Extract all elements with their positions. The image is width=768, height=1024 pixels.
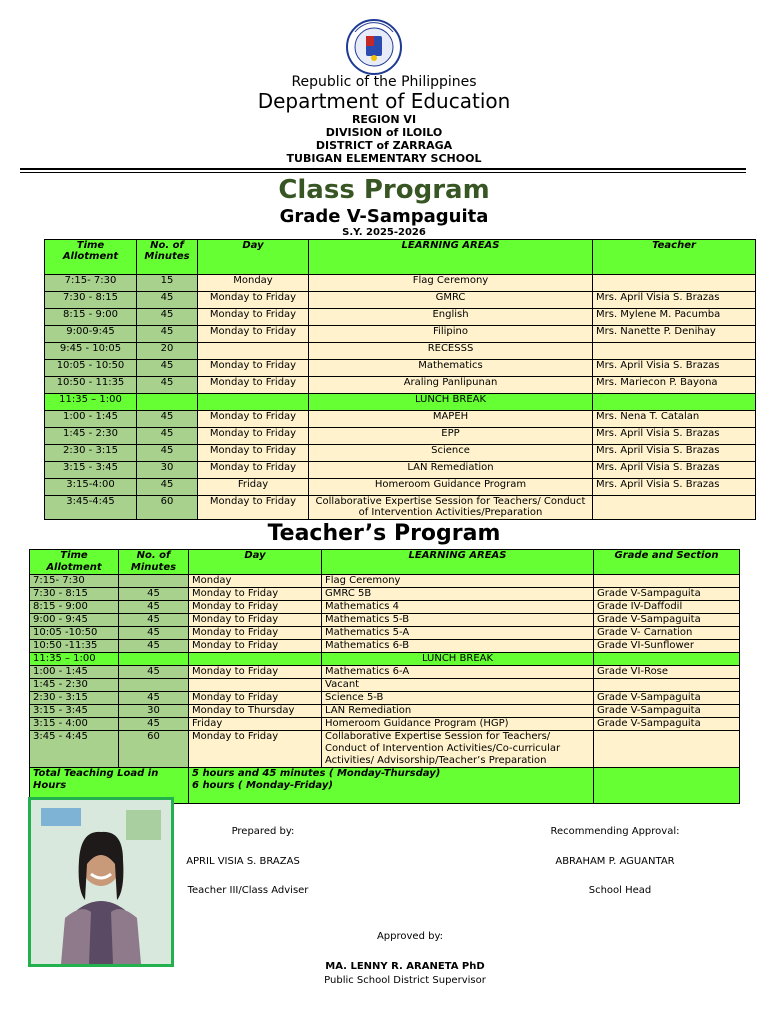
day-cell: Monday to Friday — [198, 462, 309, 479]
minutes-cell: 45 — [119, 627, 189, 640]
day-cell: Monday to Friday — [198, 309, 309, 326]
grade-section-cell — [594, 679, 740, 692]
learning-area-cell: Mathematics 4 — [322, 601, 594, 614]
minutes-cell: 45 — [119, 692, 189, 705]
day-cell — [198, 343, 309, 360]
col-header-time: Time Allotment — [30, 550, 119, 575]
total-teaching-load-label: Total Teaching Load in Hours — [30, 768, 189, 804]
time-cell: 3:15 - 3:45 — [30, 705, 119, 718]
time-cell: 1:45 - 2:30 — [45, 428, 137, 445]
time-cell: 11:35 – 1:00 — [45, 394, 137, 411]
time-cell: 3:45 - 4:45 — [30, 731, 119, 768]
minutes-cell — [137, 394, 198, 411]
time-cell: 10:50 -11:35 — [30, 640, 119, 653]
teachers-program-row — [30, 653, 740, 666]
time-cell: 3:15-4:00 — [45, 479, 137, 496]
minutes-cell: 20 — [137, 343, 198, 360]
class-program-row — [45, 275, 756, 292]
teacher-cell: Mrs. April Visia S. Brazas — [593, 445, 756, 462]
division-line: DIVISION of ILOILO — [325, 126, 443, 139]
day-cell — [189, 679, 322, 692]
time-cell: 7:15- 7:30 — [45, 275, 137, 292]
total-load-line-2: 6 hours ( Monday-Friday) — [192, 780, 333, 791]
teachers-program-row — [30, 692, 740, 705]
day-cell: Monday to Friday — [198, 292, 309, 309]
minutes-cell: 45 — [137, 411, 198, 428]
time-cell: 10:05 - 10:50 — [45, 360, 137, 377]
time-cell: 1:45 - 2:30 — [30, 679, 119, 692]
teacher-cell: Mrs. April Visia S. Brazas — [593, 462, 756, 479]
recommending-name: ABRAHAM P. AGUANTAR — [555, 856, 675, 867]
col-header-time: Time Allotment — [45, 240, 137, 275]
grade-section-cell: Grade IV-Daffodil — [594, 601, 740, 614]
teacher-cell: Mrs. April Visia S. Brazas — [593, 428, 756, 445]
time-cell: 8:15 - 9:00 — [45, 309, 137, 326]
recommending-title: School Head — [588, 885, 652, 896]
time-cell: 3:45-4:45 — [45, 496, 137, 520]
learning-area-cell: Flag Ceremony — [322, 575, 594, 588]
learning-area-cell: Mathematics 5-A — [322, 627, 594, 640]
grade-section-cell — [594, 575, 740, 588]
day-cell: Monday to Friday — [189, 614, 322, 627]
time-cell: 2:30 - 3:15 — [30, 692, 119, 705]
total-teaching-load-value — [189, 768, 594, 804]
day-cell: Monday to Friday — [189, 692, 322, 705]
learning-area-cell: Flag Ceremony — [309, 275, 593, 292]
district-line: DISTRICT of ZARRAGA — [315, 139, 453, 152]
minutes-cell: 45 — [137, 309, 198, 326]
total-load-line-1: 5 hours and 45 minutes ( Monday-Thursday) — [192, 768, 441, 779]
learning-area-cell: LAN Remediation — [322, 705, 594, 718]
time-cell: 7:15- 7:30 — [30, 575, 119, 588]
teacher-cell — [593, 496, 756, 520]
grade-section-cell — [594, 653, 740, 666]
minutes-cell — [119, 575, 189, 588]
grade-section-cell: Grade V-Sampaguita — [594, 614, 740, 627]
learning-area-cell: Mathematics — [309, 360, 593, 377]
class-program-row — [45, 377, 756, 394]
class-program-row — [45, 292, 756, 309]
teacher-cell: Mrs. Mariecon P. Bayona — [593, 377, 756, 394]
school-line: TUBIGAN ELEMENTARY SCHOOL — [286, 152, 482, 165]
teacher-cell: Mrs. April Visia S. Brazas — [593, 360, 756, 377]
minutes-cell: 45 — [137, 292, 198, 309]
prepared-by-label: Prepared by: — [231, 826, 295, 837]
day-cell: Monday to Friday — [198, 360, 309, 377]
teacher-cell: Mrs. April Visia S. Brazas — [593, 479, 756, 496]
class-program-title: Class Program — [278, 175, 490, 205]
approved-by-label: Approved by: — [376, 931, 444, 942]
col-header-minutes: No. of Minutes — [119, 550, 189, 575]
deped-seal-logo — [335, 18, 413, 76]
time-cell: 10:50 - 11:35 — [45, 377, 137, 394]
day-cell: Friday — [189, 718, 322, 731]
teacher-cell: Mrs. April Visia S. Brazas — [593, 292, 756, 309]
grade-section-cell: Grade V-Sampaguita — [594, 692, 740, 705]
col-header-teacher: Teacher — [593, 240, 756, 275]
grade-section-cell: Grade VI-Sunflower — [594, 640, 740, 653]
minutes-cell: 45 — [119, 588, 189, 601]
time-cell: 10:05 -10:50 — [30, 627, 119, 640]
teacher-photo — [28, 797, 174, 967]
class-program-row — [45, 462, 756, 479]
approved-by-title: Public School District Supervisor — [324, 975, 486, 986]
time-cell: 9:45 - 10:05 — [45, 343, 137, 360]
teachers-program-row — [30, 627, 740, 640]
minutes-cell: 30 — [119, 705, 189, 718]
minutes-cell: 15 — [137, 275, 198, 292]
time-cell: 8:15 - 9:00 — [30, 601, 119, 614]
time-cell: 1:00 - 1:45 — [30, 666, 119, 679]
school-year: S.Y. 2025-2026 — [342, 227, 426, 238]
day-cell: Friday — [198, 479, 309, 496]
time-cell: 7:30 - 8:15 — [45, 292, 137, 309]
day-cell: Monday to Friday — [189, 731, 322, 768]
day-cell: Monday to Friday — [189, 640, 322, 653]
class-program-row — [45, 343, 756, 360]
learning-area-cell: Homeroom Guidance Program (HGP) — [322, 718, 594, 731]
col-header-day: Day — [198, 240, 309, 275]
time-cell: 9:00-9:45 — [45, 326, 137, 343]
col-header-day: Day — [189, 550, 322, 575]
learning-area-cell: Science 5-B — [322, 692, 594, 705]
time-cell: 3:15 - 3:45 — [45, 462, 137, 479]
teachers-program-row — [30, 601, 740, 614]
minutes-cell — [119, 653, 189, 666]
learning-area-cell: Vacant — [322, 679, 594, 692]
class-program-row — [45, 479, 756, 496]
header-divider — [20, 168, 746, 170]
day-cell: Monday to Friday — [198, 377, 309, 394]
class-program-header-row — [45, 240, 756, 275]
grade-section-cell — [594, 731, 740, 768]
teachers-program-row — [30, 718, 740, 731]
class-program-row — [45, 309, 756, 326]
learning-area-cell: MAPEH — [309, 411, 593, 428]
minutes-cell — [119, 679, 189, 692]
recommending-approval-label: Recommending Approval: — [550, 826, 680, 837]
region-line: REGION VI — [351, 113, 417, 126]
teacher-cell: Mrs. Nanette P. Denihay — [593, 326, 756, 343]
day-cell — [198, 394, 309, 411]
teachers-program-row — [30, 588, 740, 601]
learning-area-cell: Collaborative Expertise Session for Teachers/ Conduct of Intervention Activities/Preparation — [309, 496, 593, 520]
teachers-program-row — [30, 666, 740, 679]
teachers-program-row — [30, 575, 740, 588]
minutes-cell: 45 — [137, 360, 198, 377]
approved-by-name: MA. LENNY R. ARANETA PhD — [325, 961, 485, 972]
minutes-cell: 45 — [119, 601, 189, 614]
class-program-row — [45, 394, 756, 411]
day-cell: Monday to Friday — [189, 666, 322, 679]
time-cell: 11:35 – 1:00 — [30, 653, 119, 666]
learning-area-cell: GMRC — [309, 292, 593, 309]
teachers-program-row — [30, 640, 740, 653]
day-cell: Monday to Friday — [198, 496, 309, 520]
day-cell: Monday — [189, 575, 322, 588]
minutes-cell: 45 — [137, 428, 198, 445]
teachers-program-row — [30, 731, 740, 768]
minutes-cell: 45 — [137, 445, 198, 462]
class-program-grade: Grade V-Sampaguita — [279, 206, 489, 227]
day-cell: Monday to Friday — [198, 445, 309, 462]
total-load-empty-cell — [594, 768, 740, 804]
learning-area-cell: LUNCH BREAK — [309, 394, 593, 411]
learning-area-cell: Mathematics 6-A — [322, 666, 594, 679]
day-cell: Monday to Friday — [189, 588, 322, 601]
minutes-cell: 45 — [119, 666, 189, 679]
learning-area-cell: Mathematics 5-B — [322, 614, 594, 627]
day-cell: Monday to Friday — [198, 411, 309, 428]
teachers-program-title: Teacher’s Program — [267, 521, 501, 546]
day-cell — [189, 653, 322, 666]
department-line: Department of Education — [257, 89, 511, 113]
learning-area-cell: Science — [309, 445, 593, 462]
grade-section-cell: Grade VI-Rose — [594, 666, 740, 679]
day-cell: Monday to Friday — [189, 601, 322, 614]
col-header-grade-section: Grade and Section — [594, 550, 740, 575]
republic-line: Republic of the Philippines — [291, 74, 477, 90]
class-program-row — [45, 326, 756, 343]
prepared-by-name: APRIL VISIA S. BRAZAS — [186, 856, 300, 867]
class-program-row — [45, 428, 756, 445]
teacher-cell — [593, 394, 756, 411]
time-cell: 2:30 - 3:15 — [45, 445, 137, 462]
class-program-row — [45, 411, 756, 428]
grade-section-cell: Grade V- Carnation — [594, 627, 740, 640]
teachers-program-row — [30, 705, 740, 718]
teacher-cell: Mrs. Mylene M. Pacumba — [593, 309, 756, 326]
minutes-cell: 45 — [119, 718, 189, 731]
time-cell: 3:15 - 4:00 — [30, 718, 119, 731]
learning-area-cell: LAN Remediation — [309, 462, 593, 479]
learning-area-cell: GMRC 5B — [322, 588, 594, 601]
learning-area-cell: EPP — [309, 428, 593, 445]
minutes-cell: 45 — [137, 479, 198, 496]
learning-area-cell: English — [309, 309, 593, 326]
learning-area-cell: Homeroom Guidance Program — [309, 479, 593, 496]
teacher-cell — [593, 275, 756, 292]
class-program-row — [45, 496, 756, 520]
grade-section-cell: Grade V-Sampaguita — [594, 718, 740, 731]
minutes-cell: 45 — [119, 640, 189, 653]
class-program-table — [44, 239, 756, 520]
learning-area-cell: Mathematics 6-B — [322, 640, 594, 653]
day-cell: Monday to Friday — [189, 627, 322, 640]
time-cell: 9:00 - 9:45 — [30, 614, 119, 627]
teachers-program-row — [30, 679, 740, 692]
class-program-row — [45, 445, 756, 462]
grade-section-cell: Grade V-Sampaguita — [594, 588, 740, 601]
day-cell: Monday — [198, 275, 309, 292]
grade-section-cell: Grade V-Sampaguita — [594, 705, 740, 718]
learning-area-cell: LUNCH BREAK — [322, 653, 594, 666]
minutes-cell: 30 — [137, 462, 198, 479]
minutes-cell: 45 — [137, 326, 198, 343]
minutes-cell: 60 — [137, 496, 198, 520]
teachers-program-table — [29, 549, 740, 804]
teacher-cell — [593, 343, 756, 360]
learning-area-cell: Collaborative Expertise Session for Teachers/ Conduct of Intervention Activities/Co-curricular Activities/ Advisorship/Teacher’s Preparation — [322, 731, 594, 768]
time-cell: 1:00 - 1:45 — [45, 411, 137, 428]
day-cell: Monday to Thursday — [189, 705, 322, 718]
col-header-minutes: No. of Minutes — [137, 240, 198, 275]
col-header-learning-areas: LEARNING AREAS — [322, 550, 594, 575]
header-divider-thin — [20, 172, 746, 173]
minutes-cell: 60 — [119, 731, 189, 768]
learning-area-cell: Araling Panlipunan — [309, 377, 593, 394]
class-program-row — [45, 360, 756, 377]
minutes-cell: 45 — [137, 377, 198, 394]
prepared-by-title: Teacher III/Class Adviser — [187, 885, 309, 896]
col-header-learning-areas: LEARNING AREAS — [309, 240, 593, 275]
time-cell: 7:30 - 8:15 — [30, 588, 119, 601]
teachers-program-header-row — [30, 550, 740, 575]
teachers-program-row — [30, 614, 740, 627]
day-cell: Monday to Friday — [198, 326, 309, 343]
learning-area-cell: Filipino — [309, 326, 593, 343]
teacher-cell: Mrs. Nena T. Catalan — [593, 411, 756, 428]
learning-area-cell: RECESSS — [309, 343, 593, 360]
day-cell: Monday to Friday — [198, 428, 309, 445]
minutes-cell: 45 — [119, 614, 189, 627]
